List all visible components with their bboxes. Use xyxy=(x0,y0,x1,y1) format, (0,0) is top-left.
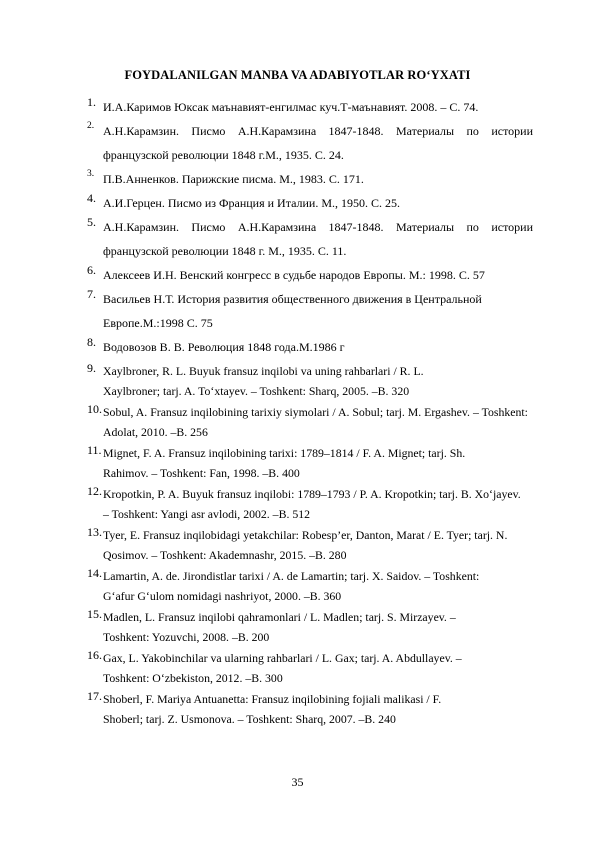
reference-text: Водовозов В. В. Революция 1848 года.М.1986 г xyxy=(103,340,345,354)
reference-number: 7. xyxy=(87,287,96,301)
reference-number: 2. xyxy=(87,121,95,131)
reference-text: Васильев Н.Т. История развития общественного движения в Центральной Европе.М.:1998 С. 75 xyxy=(103,292,482,330)
reference-item xyxy=(87,263,533,287)
reference-number: 13. xyxy=(87,525,102,539)
reference-number: 4. xyxy=(87,191,96,205)
page-title: FOYDALANILGAN MANBA VA ADABIYOTLAR RO‘YXATI xyxy=(124,68,471,82)
reference-text: А.И.Герцен. Писмо из Франция и Италии. М., 1950. С. 25. xyxy=(103,196,401,210)
reference-text: Xaylbroner, R. L. Buyuk fransuz inqilobi va uning rahbarlari / R. L. Xaylbroner; tarj. A. To‘xtayev. – Toshkent: Sharq, 2005. –B. 320 xyxy=(103,364,424,398)
reference-text: А.Н.Карамзин. Писмо А.Н.Карамзина 1847-1848. Материалы по истории французской революции 1848 г. М., 1935. С. 11. xyxy=(103,220,533,258)
reference-text: П.В.Анненков. Парижские писма. М., 1983. С. 171. xyxy=(103,172,364,186)
page-number: 35 xyxy=(291,775,304,789)
reference-number: 9. xyxy=(87,361,96,375)
reference-item xyxy=(87,119,533,167)
reference-item xyxy=(87,95,533,119)
reference-number: 10. xyxy=(87,402,102,416)
reference-number: 14. xyxy=(87,566,102,580)
reference-item xyxy=(87,525,533,565)
reference-number: 12. xyxy=(87,484,102,498)
reference-text: Tyer, E. Fransuz inqilobidagi yetakchilar: Robesp’er, Danton, Marat / E. Tyer; tarj. N. Qosimov. – Toshkent: Akademnashr, 2015. –B. 280 xyxy=(103,528,508,562)
reference-number: 16. xyxy=(87,648,102,662)
reference-item xyxy=(87,648,533,688)
reference-number: 6. xyxy=(87,263,96,277)
reference-text: И.А.Каримов Юксак маънавият-енгилмас куч.Т-маънавият. 2008. – С. 74. xyxy=(103,100,479,114)
reference-text: Lamartin, A. de. Jirondistlar tarixi / A. de Lamartin; tarj. X. Saidov. – Toshkent: G‘afur G‘ulom nomidagi nashriyot, 2000. –B. 360 xyxy=(103,569,480,603)
reference-text: Gax, L. Yakobinchilar va ularning rahbarlari / L. Gax; tarj. A. Abdullayev. – Toshkent: O‘zbekiston, 2012. –B. 300 xyxy=(103,651,462,685)
reference-text: Sobul, A. Fransuz inqilobining tarixiy siymolari / A. Sobul; tarj. M. Ergashev. – Toshkent: Adolat, 2010. –B. 256 xyxy=(103,405,528,439)
reference-item xyxy=(87,335,533,359)
reference-number: 17. xyxy=(87,689,102,703)
reference-text: Madlen, L. Fransuz inqilobi qahramonlari / L. Madlen; tarj. S. Mirzayev. – Toshkent: Yozuvchi, 2008. –B. 200 xyxy=(103,610,456,644)
reference-item xyxy=(87,566,533,606)
reference-number: 11. xyxy=(87,443,102,457)
reference-item xyxy=(87,215,533,263)
reference-number: 3. xyxy=(87,169,95,179)
reference-text: А.Н.Карамзин. Писмо А.Н.Карамзина 1847-1848. Материалы по истории французской революции 1848 г.М., 1935. С. 24. xyxy=(103,124,533,162)
reference-text: Shoberl, F. Mariya Antuanetta: Fransuz inqilobining fojiali malikasi / F. Shoberl; tarj. Z. Usmonova. – Toshkent: Sharq, 2007. –B. 240 xyxy=(103,692,442,726)
reference-item xyxy=(87,689,533,729)
reference-item xyxy=(87,191,533,215)
reference-number: 1. xyxy=(87,95,96,109)
reference-text: Mignet, F. A. Fransuz inqilobining tarixi: 1789–1814 / F. A. Mignet; tarj. Sh. Rahimov. – Toshkent: Fan, 1998. –B. 400 xyxy=(103,446,466,480)
reference-item xyxy=(87,607,533,647)
reference-item xyxy=(87,443,533,483)
reference-number: 8. xyxy=(87,335,96,349)
reference-number: 15. xyxy=(87,607,102,621)
reference-item xyxy=(87,484,533,524)
reference-text: Kropotkin, P. A. Buyuk fransuz inqilobi: 1789–1793 / P. A. Kropotkin; tarj. B. Xo‘jayev. – Toshkent: Yangi asr avlodi, 2002. –B. 512 xyxy=(103,487,521,521)
reference-number: 5. xyxy=(87,215,96,229)
reference-text: Алексеев И.Н. Венский конгресс в судьбе народов Европы. М.: 1998. С. 57 xyxy=(103,268,485,282)
reference-item xyxy=(87,167,533,191)
reference-item xyxy=(87,361,533,401)
reference-item xyxy=(87,402,533,442)
reference-item xyxy=(87,287,533,335)
